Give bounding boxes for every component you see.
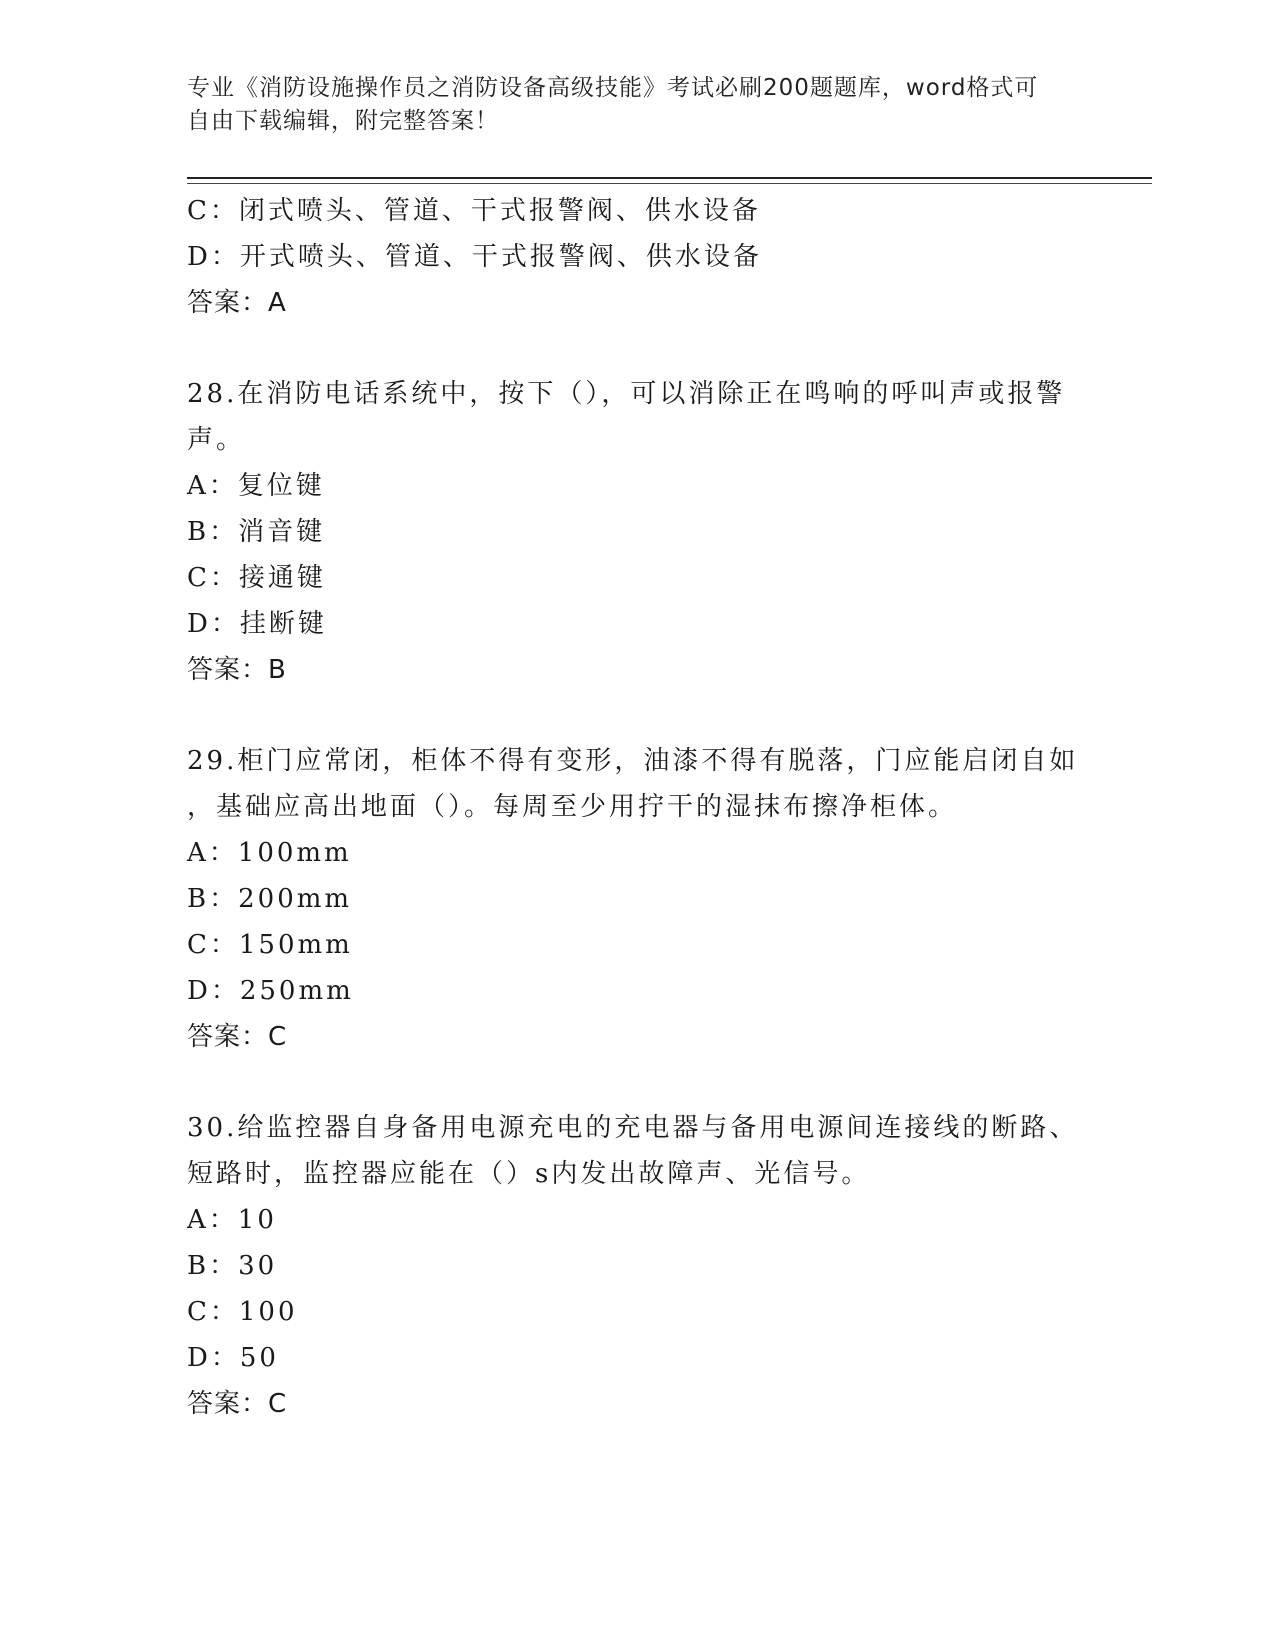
question-stem-line-2: 短路时，监控器应能在（）s内发出故障声、光信号。 — [187, 1159, 871, 1189]
option-b: B：200mm — [187, 884, 353, 914]
option-d: D：挂断键 — [187, 609, 327, 639]
header-line-2: 自由下载编辑，附完整答案！ — [187, 108, 499, 134]
option-a: A：10 — [187, 1205, 277, 1235]
answer-line: 答案：C — [187, 1022, 288, 1052]
header-divider-thick — [187, 177, 1152, 179]
spacer — [187, 1060, 1087, 1105]
option-b: B：消音键 — [187, 517, 326, 547]
option-d: D：开式喷头、管道、干式报警阀、供水设备 — [187, 242, 762, 272]
option-c: C：接通键 — [187, 563, 326, 593]
header-divider-thin — [187, 183, 1152, 184]
option-b: B：30 — [187, 1251, 278, 1281]
question-29 — [187, 738, 1087, 1060]
spacer — [187, 693, 1087, 738]
question-28 — [187, 371, 1087, 693]
question-stem-line-1: 28.在消防电话系统中，按下（），可以消除正在鸣响的呼叫声或报警 — [187, 379, 1066, 409]
header-line-1: 专业《消防设施操作员之消防设备高级技能》考试必刷200题题库，word格式可 — [187, 75, 1039, 101]
option-c: C：150mm — [187, 930, 353, 960]
answer-line: 答案：C — [187, 1389, 288, 1419]
question-list — [187, 188, 1087, 1427]
question-stem-line-2: ，基础应高出地面（）。每周至少用拧干的湿抹布擦净柜体。 — [187, 792, 958, 822]
option-c: C：闭式喷头、管道、干式报警阀、供水设备 — [187, 196, 761, 226]
spacer — [187, 326, 1087, 371]
document-header — [187, 72, 1067, 138]
question-stem-line-1: 29.柜门应常闭，柜体不得有变形，油漆不得有脱落，门应能启闭自如 — [187, 746, 1079, 776]
answer-line: 答案：A — [187, 288, 287, 318]
option-a: A：100mm — [187, 838, 352, 868]
question-30 — [187, 1105, 1087, 1427]
option-c: C：100 — [187, 1297, 298, 1327]
option-a: A：复位键 — [187, 471, 325, 501]
question-27-tail — [187, 188, 1087, 326]
answer-line: 答案：B — [187, 655, 287, 685]
option-d: D：250mm — [187, 976, 354, 1006]
option-d: D：50 — [187, 1343, 279, 1373]
question-stem-line-1: 30.给监控器自身备用电源充电的充电器与备用电源间连接线的断路、 — [187, 1113, 1079, 1143]
question-stem-line-2: 声。 — [187, 425, 246, 455]
